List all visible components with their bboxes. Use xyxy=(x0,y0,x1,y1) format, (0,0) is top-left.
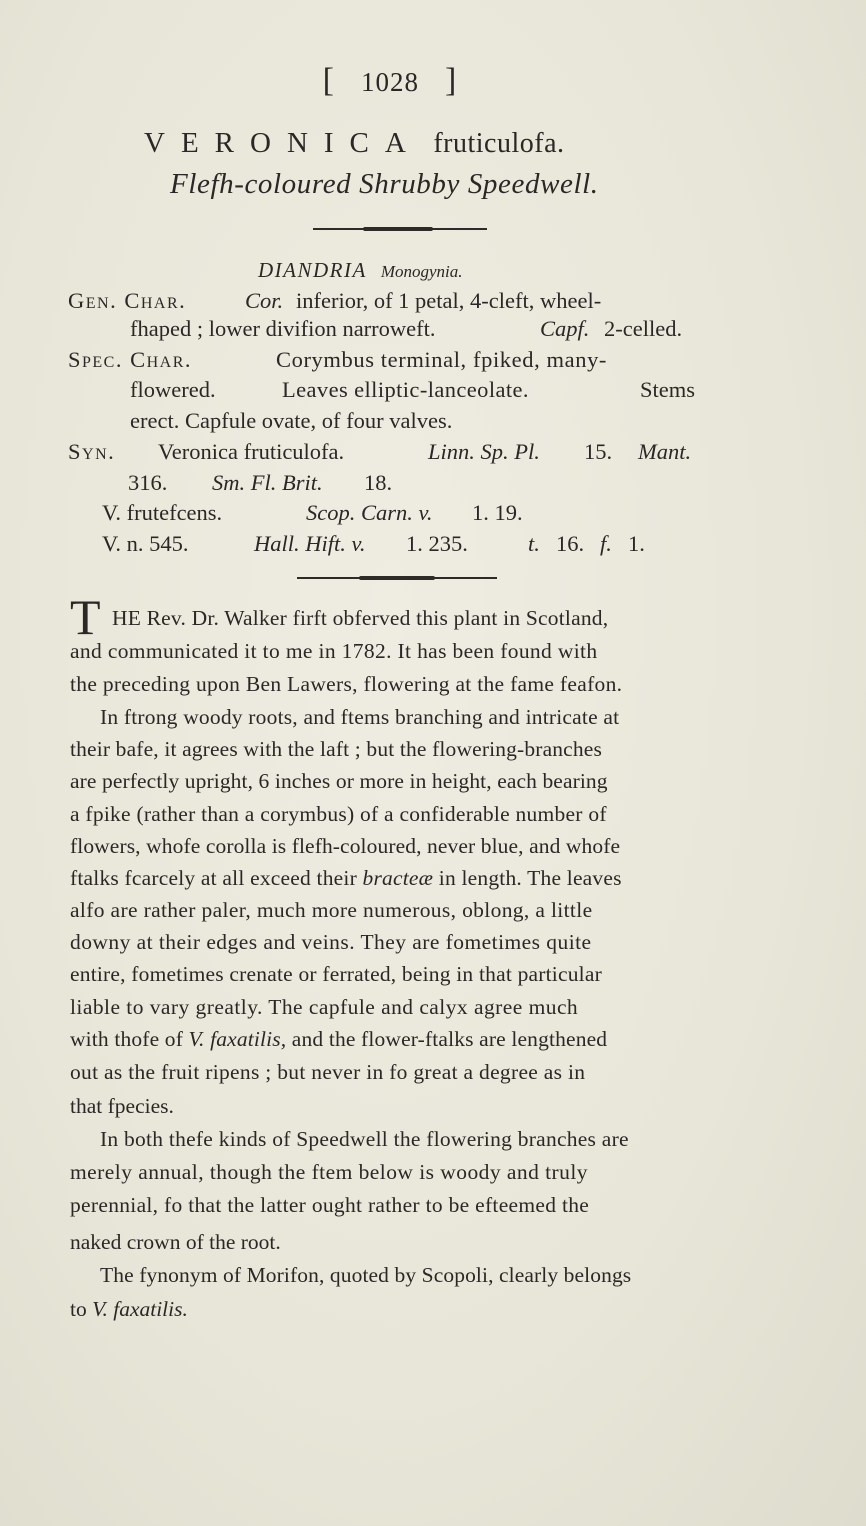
text-line: downy at their edges and veins. They are fometimes quite xyxy=(70,930,592,954)
text-line: flowers, whofe corolla is flefh-coloured, never blue, and whofe xyxy=(70,834,621,858)
syn-frutescens: V. frutefcens. xyxy=(102,500,223,525)
syn-f-num: 1. xyxy=(628,531,645,556)
spec-char-text-1: Corymbus terminal, fpiked, many- xyxy=(276,347,608,372)
syn-scop-page: 1. 19. xyxy=(472,500,523,525)
text-line: naked crown of the root. xyxy=(70,1230,281,1254)
syn-vn: V. n. 545. xyxy=(102,531,189,556)
text-italic-saxatilis: V. faxatilis, xyxy=(188,1027,287,1051)
bracket-close: ] xyxy=(445,62,458,99)
title-genus: VERONICA xyxy=(144,127,422,159)
text-run: to xyxy=(70,1297,87,1321)
syn-f: f. xyxy=(600,531,612,556)
text-line: their bafe, it agrees with the laft ; but the flowering-branches xyxy=(70,737,602,761)
syn-label: Syn. xyxy=(68,439,116,464)
text-line: In both thefe kinds of Speedwell the flowering branches are xyxy=(100,1127,629,1151)
text-line xyxy=(70,866,622,891)
syn-scop: Scop. Carn. v. xyxy=(306,500,433,525)
text-line xyxy=(70,1297,188,1322)
title-species: fruticulofa. xyxy=(433,128,565,159)
text-line: In ftrong woody roots, and ftems branching and intricate at xyxy=(100,705,620,729)
text-line: a fpike (rather than a corymbus) of a confiderable number of xyxy=(70,802,607,826)
text-line: entire, fometimes crenate or ferrated, being in that particular xyxy=(70,962,602,986)
common-name: Flefh-coloured Shrubby Speedwell. xyxy=(170,168,599,200)
syn-linn-page: 15. xyxy=(584,439,613,464)
page-number: 1028 xyxy=(361,67,419,97)
syn-linn: Linn. Sp. Pl. xyxy=(428,439,540,464)
spec-char-text-2a: flowered. xyxy=(130,377,216,402)
text-line: and communicated it to me in 1782. It has been found with xyxy=(70,639,598,663)
syn-mant-page: 316. xyxy=(128,470,168,495)
gen-char-capf: Capf. xyxy=(540,316,590,341)
text-line: merely annual, though the ftem below is woody and truly xyxy=(70,1160,588,1184)
syn-t-num: 16. xyxy=(556,531,585,556)
text-run: in length. The leaves xyxy=(438,866,622,890)
spec-char-text-2b: Leaves elliptic-lanceolate. xyxy=(282,377,529,402)
bracket-open: [ xyxy=(322,62,335,99)
gen-char-cor: Cor. xyxy=(245,288,284,313)
syn-sm-page: 18. xyxy=(364,470,393,495)
order-name: Monogynia. xyxy=(380,262,463,281)
syn-mant: Mant. xyxy=(638,439,692,464)
text-run: and the flower-ftalks are lengthened xyxy=(291,1027,608,1051)
text-run: with thofe of xyxy=(70,1027,184,1051)
syn-hall-page: 1. 235. xyxy=(406,531,468,556)
drop-cap: T xyxy=(70,589,101,645)
text-line: alfo are rather paler, much more numerous, oblong, a little xyxy=(70,898,593,922)
description-text xyxy=(70,0,730,1526)
text-italic-saxatilis-2: V. faxatilis. xyxy=(92,1297,188,1321)
gen-char-celled: 2-celled. xyxy=(604,316,683,341)
syn-veronica: Veronica fruticulofa. xyxy=(158,439,345,464)
text-run: ftalks fcarcely at all exceed their xyxy=(70,866,357,890)
text-italic-bracteae: bracteæ xyxy=(362,866,434,890)
text-line: the preceding upon Ben Lawers, flowering at the fame feafon. xyxy=(70,672,623,696)
spec-char-text-2c: Stems xyxy=(640,377,696,402)
gen-char-text-1: inferior, of 1 petal, 4-cleft, wheel- xyxy=(296,288,602,313)
text-line: out as the fruit ripens ; but never in fo great a degree as in xyxy=(70,1060,586,1084)
syn-t: t. xyxy=(528,531,540,556)
text-line: HE Rev. Dr. Walker firft obferved this plant in Scotland, xyxy=(112,606,609,630)
syn-hall: Hall. Hift. v. xyxy=(254,531,366,556)
text-line xyxy=(70,1027,607,1052)
spec-char-text-3: erect. Capfule ovate, of four valves. xyxy=(130,408,453,433)
text-line: The fynonym of Morifon, quoted by Scopoli, clearly belongs xyxy=(100,1263,632,1287)
text-line: that fpecies. xyxy=(70,1094,174,1118)
syn-sm-fl-brit: Sm. Fl. Brit. xyxy=(212,470,323,495)
text-line: are perfectly upright, 6 inches or more in height, each bearing xyxy=(70,769,608,793)
spec-char-label: Spec. Char. xyxy=(68,347,193,372)
gen-char-text-2: fhaped ; lower divifion narroweft. xyxy=(130,316,436,341)
class-name: DIANDRIA xyxy=(258,258,367,282)
text-line: liable to vary greatly. The capfule and calyx agree much xyxy=(70,995,579,1019)
text-line: perennial, fo that the latter ought rather to be efteemed the xyxy=(70,1193,590,1217)
gen-char-label: Gen. Char. xyxy=(68,288,187,313)
